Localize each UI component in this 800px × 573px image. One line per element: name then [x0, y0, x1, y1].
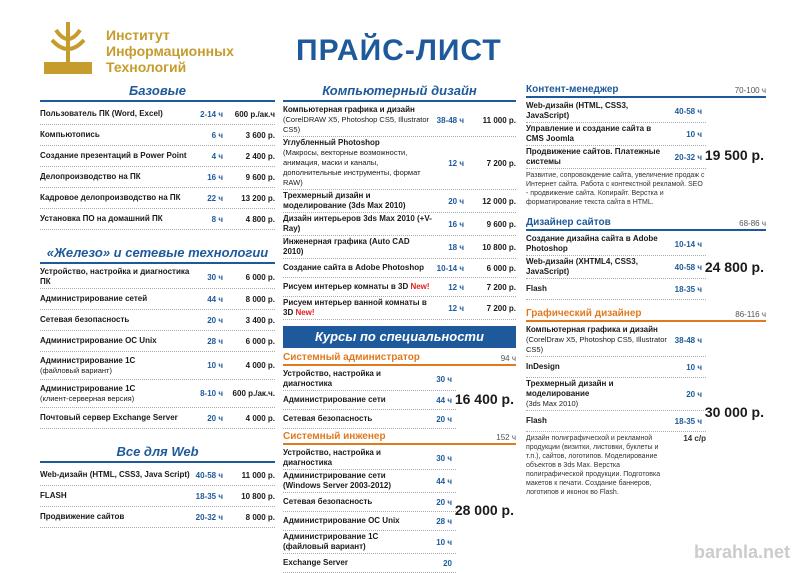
course-note: (Макросы, векторные возможности, анимация, маски и каналы, дополнительные инструменты, формат RAW): [283, 148, 421, 187]
group-price: 30 000 р.: [704, 403, 764, 420]
price-row: [526, 256, 706, 279]
course-name: Делопроизводство на ПК: [40, 172, 141, 181]
course-name: Устройство, настройка и диагностика: [283, 448, 381, 467]
institute-logo-icon: [38, 18, 98, 78]
course-hours: 8-10 ч: [200, 389, 223, 398]
group-description: Развитие, сопровождение сайта, увеличение продаж с Интернет сайта. Работа с контекстной рекламой. SEO - продвижение сайта. Копирайт. Верстка и форматирование текста сайта в HTML.: [526, 172, 705, 206]
course-name: Администрирование 1С (клиент-серверная версия): [40, 384, 191, 404]
price-row: [283, 531, 456, 554]
price-row: [283, 297, 516, 320]
course-hours: 20 ч: [436, 414, 452, 424]
course-group: [283, 447, 516, 573]
course-name: Почтовый сервер Exchange Server: [40, 413, 178, 422]
course-hours: 12 ч: [448, 158, 464, 168]
course-hours: 18-35 ч: [195, 491, 223, 501]
course-hours: 38-48 ч: [674, 335, 702, 345]
course-name: Компьютерная графика и дизайн (CorelDraw X5, Photoshop CS5, Illustrator CS5): [526, 325, 670, 355]
price-row: [283, 104, 516, 137]
course-price: 6 000 р.: [486, 263, 516, 273]
course-group: [526, 324, 766, 499]
course-hours: 30 ч: [436, 374, 452, 384]
price-row: [40, 289, 275, 310]
course-hours: 12 ч: [448, 303, 464, 313]
header: [0, 0, 800, 80]
course-hours: 20 ч: [207, 315, 223, 325]
watermark: barahla.net: [693, 542, 790, 562]
course-name: Управление и создание сайта в CMS Joomla: [526, 124, 652, 143]
course-hours: 22 ч: [207, 193, 223, 203]
group-description: [526, 432, 706, 499]
course-name: Flash: [526, 416, 547, 425]
course-name: Трехмерный дизайн и моделирование (3ds Max 2010): [283, 191, 406, 210]
course-price: 10 800 р.: [482, 242, 516, 252]
course-name: Сетевая безопасность: [283, 497, 373, 506]
group-name: Дизайнер сайтов: [526, 217, 611, 228]
price-row: [40, 167, 275, 188]
course-price: 600 р./ак.ч.: [232, 389, 275, 398]
course-hours: 10-14 ч: [436, 263, 464, 273]
course-name: Компьютерная графика и дизайн (CorelDRAW X5, Photoshop CS5, Illustrator CS5): [283, 105, 432, 135]
course-price: 9 600 р.: [245, 172, 275, 182]
course-hours: 20: [443, 558, 452, 568]
course-hours: 16 ч: [448, 219, 464, 229]
course-note: (CorelDRAW X5, Photoshop CS5, Illustrator CS5): [283, 115, 430, 134]
course-note: (CorelDraw X5, Photoshop CS5, Illustrator CS5): [526, 335, 667, 354]
price-row: [526, 279, 706, 300]
course-name: Установка ПО на домашний ПК: [40, 214, 163, 223]
price-row: [283, 470, 456, 493]
course-note: (3ds Max 2010): [526, 399, 579, 408]
course-name: Пользователь ПК (Word, Excel): [40, 109, 163, 118]
section-title: «Железо» и сетевые технологии: [40, 244, 275, 264]
course-name: Администрирование ОС Unix: [40, 336, 157, 345]
price-row: [283, 512, 456, 531]
course-hours: 16 ч: [207, 172, 223, 182]
course-hours: 10 ч: [207, 361, 223, 370]
course-hours: 20-32 ч: [674, 152, 702, 162]
course-name: Продвижение сайтов. Платежные системы: [526, 147, 661, 166]
course-name: Инженерная графика (Auto CAD 2010): [283, 237, 410, 256]
price-row: [40, 209, 275, 230]
course-price: 11 000 р.: [241, 470, 275, 480]
course-hours: 20 ч: [448, 196, 464, 206]
group-hours: 70-100 ч: [734, 86, 766, 95]
course-hours: 18 ч: [448, 242, 464, 252]
section-title: Курсы по специальности: [283, 326, 516, 348]
course-hours: 10-14 ч: [674, 239, 702, 249]
course-hours: 20 ч: [686, 389, 702, 399]
course-hours: 18-35 ч: [674, 416, 702, 426]
course-price: 4 000 р.: [245, 413, 275, 423]
course-hours: 40-58 ч: [674, 262, 702, 272]
column-2: [283, 82, 516, 573]
course-price: 12 000 р.: [482, 196, 516, 206]
course-hours: 20-32 ч: [195, 512, 223, 522]
course-name: Кадровое делопроизводство на ПК: [40, 193, 181, 202]
course-name: Web-дизайн (HTML, CSS3, Java Script): [40, 470, 190, 479]
course-group-title: [526, 308, 766, 322]
course-group-title: [526, 217, 766, 231]
price-row: [283, 278, 516, 297]
course-group: [526, 233, 766, 300]
course-name: Администрирование ОС Unix: [283, 516, 400, 525]
group-hours: 152 ч: [496, 433, 516, 442]
price-row: [40, 408, 275, 429]
course-name: Администрирование сетей: [40, 294, 148, 303]
course-name: Дизайн интерьеров 3ds Max 2010 (+V-Ray): [283, 214, 432, 233]
price-row: [283, 368, 456, 391]
description-hours: 14 с/р: [683, 434, 706, 443]
price-row: [526, 378, 706, 411]
course-group: [283, 368, 516, 429]
price-row: [40, 104, 275, 125]
course-price: 7 200 р.: [486, 303, 516, 313]
price-row: [40, 310, 275, 331]
price-row: [526, 233, 706, 256]
price-row: [283, 391, 456, 410]
price-row: [283, 236, 516, 259]
course-hours: 30 ч: [207, 272, 223, 282]
course-hours: 44 ч: [207, 294, 223, 304]
course-name: Рисуем интерьер ванной комнаты в 3D New!: [283, 298, 427, 317]
course-name: Устройство, настройка и диагностика ПК: [40, 267, 190, 286]
org-name: Институт Информационных Технологий: [106, 27, 234, 75]
group-price: 16 400 р.: [454, 390, 514, 407]
price-row: [283, 410, 456, 429]
price-row: [526, 100, 706, 123]
course-hours: 40-58 ч: [195, 470, 223, 480]
group-name: Контент-менеджер: [526, 84, 619, 95]
price-row: [283, 137, 516, 190]
course-price: 3 600 р.: [245, 130, 275, 140]
group-hours: 86-116 ч: [735, 310, 766, 319]
price-row: [526, 123, 706, 146]
course-name: Сетевая безопасность: [283, 414, 373, 423]
course-name: Создание презентаций в Power Point: [40, 151, 187, 160]
course-hours: 6 ч: [211, 130, 223, 140]
course-hours: 4 ч: [211, 151, 223, 161]
price-row: [40, 465, 275, 486]
course-name: Администрирование 1С (файловый вариант): [283, 532, 379, 551]
course-name: Рисуем интерьер комнаты в 3D New!: [283, 282, 430, 291]
price-row: [40, 266, 275, 289]
section-title: Все для Web: [40, 443, 275, 463]
course-name: Web-дизайн (HTML, CSS3, JavaScript): [526, 101, 629, 120]
price-row: [283, 493, 456, 512]
price-row: [526, 357, 706, 378]
course-name: Создание сайта в Adobe Photoshop: [283, 263, 425, 272]
price-row: [283, 213, 516, 236]
group-hours: 94 ч: [500, 354, 516, 363]
price-row: [283, 554, 456, 573]
course-hours: 10 ч: [686, 129, 702, 139]
price-row: [40, 507, 275, 528]
course-hours: 8 ч: [211, 214, 223, 224]
section-title: Компьютерный дизайн: [283, 82, 516, 102]
course-price: 8 000 р.: [245, 294, 275, 304]
price-row: [40, 380, 275, 408]
new-badge: New!: [408, 282, 430, 291]
course-hours: 10 ч: [436, 537, 452, 547]
course-note: (файловый вариант): [40, 365, 112, 375]
price-row: [40, 146, 275, 167]
price-row: [526, 411, 706, 432]
course-price: 7 200 р.: [486, 282, 516, 292]
price-row: [40, 486, 275, 507]
course-name: Web-дизайн (XHTML4, CSS3, JavaScript): [526, 257, 638, 276]
course-hours: 20 ч: [436, 497, 452, 507]
course-price: 13 200 р.: [241, 193, 275, 203]
course-hours: 44 ч: [436, 395, 452, 405]
course-price: 7 200 р.: [486, 158, 516, 168]
price-row: [526, 146, 706, 169]
course-hours: 10 ч: [686, 362, 702, 372]
course-price: 8 000 р.: [245, 512, 275, 522]
group-name: Системный администратор: [283, 352, 420, 363]
course-name: Трехмерный дизайн и моделирование (3ds Max 2010): [526, 379, 670, 409]
course-name: Создание дизайна сайта в Adobe Photoshop: [526, 234, 658, 253]
price-row: [40, 125, 275, 146]
column-1: [40, 82, 275, 528]
price-row: [283, 190, 516, 213]
course-group-title: [283, 352, 516, 366]
page-title: ПРАЙС-ЛИСТ: [296, 34, 502, 67]
group-hours: 68-86 ч: [739, 219, 766, 228]
group-name: Системный инженер: [283, 431, 386, 442]
course-name: FLASH: [40, 491, 67, 500]
course-name: Администрирование сети (Windows Server 2003-2012): [283, 471, 391, 490]
group-price: 24 800 р.: [704, 258, 764, 275]
price-row: [40, 188, 275, 209]
group-price: 28 000 р.: [454, 502, 514, 518]
course-name: Устройство, настройка и диагностика: [283, 369, 381, 388]
course-price: 3 400 р.: [245, 315, 275, 325]
course-hours: 18-35 ч: [674, 284, 702, 294]
course-name: InDesign: [526, 362, 560, 371]
course-hours: 40-58 ч: [674, 106, 702, 116]
price-row: [283, 447, 456, 470]
section-title: Базовые: [40, 82, 275, 102]
course-price: 2 400 р.: [245, 151, 275, 161]
course-group: [526, 100, 766, 209]
course-hours: 28 ч: [207, 336, 223, 346]
course-hours: 30 ч: [436, 453, 452, 463]
price-row: [40, 331, 275, 352]
price-row: [40, 352, 275, 380]
course-hours: 12 ч: [448, 282, 464, 292]
course-name: Углубленный Photoshop (Макросы, векторные возможности, анимация, маски и каналы, дополнительные инструменты, формат RAW): [283, 138, 432, 188]
course-hours: 28 ч: [436, 516, 452, 526]
course-price: 9 600 р.: [486, 219, 516, 229]
course-price: 10 800 р.: [241, 491, 275, 501]
group-price: 19 500 р.: [704, 146, 764, 163]
column-3: [526, 82, 766, 499]
price-row: [283, 259, 516, 278]
course-name: Администрирование сети: [283, 395, 386, 404]
new-badge: New!: [293, 308, 315, 317]
course-name: Flash: [526, 284, 547, 293]
course-name: Компьютопись: [40, 130, 100, 139]
course-price: 4 000 р.: [245, 361, 275, 370]
course-hours: 38-48 ч: [436, 115, 464, 125]
course-price: 6 000 р.: [245, 272, 275, 282]
course-name: Администрирование 1С (файловый вариант): [40, 356, 191, 376]
course-name: Exchange Server: [283, 558, 348, 567]
course-name: Продвижение сайтов: [40, 512, 125, 521]
course-note: (клиент-серверная версия): [40, 393, 135, 403]
group-name: Графический дизайнер: [526, 308, 642, 319]
course-hours: 44 ч: [436, 476, 452, 486]
course-price: 11 000 р.: [482, 115, 516, 125]
course-price: 6 000 р.: [245, 336, 275, 346]
course-group-title: [526, 84, 766, 98]
course-price: 600 р./ак.ч: [234, 109, 275, 119]
price-row: [526, 324, 706, 357]
course-hours: 2-14 ч: [200, 109, 223, 119]
course-name: Сетевая безопасность: [40, 315, 130, 324]
course-hours: 20 ч: [207, 413, 223, 423]
course-group-title: [283, 431, 516, 445]
course-price: 4 800 р.: [245, 214, 275, 224]
description-text: Дизайн полиграфической и рекламной продукции (визитки, листовки, буклеты и т.п.), сайтов, логотипов. Моделирование объектов в 3ds Max. Верстка полиграфической продукции. Подготовка макетов к печати. Создание баннеров, логотипов и иконок во Flash.: [526, 435, 661, 496]
